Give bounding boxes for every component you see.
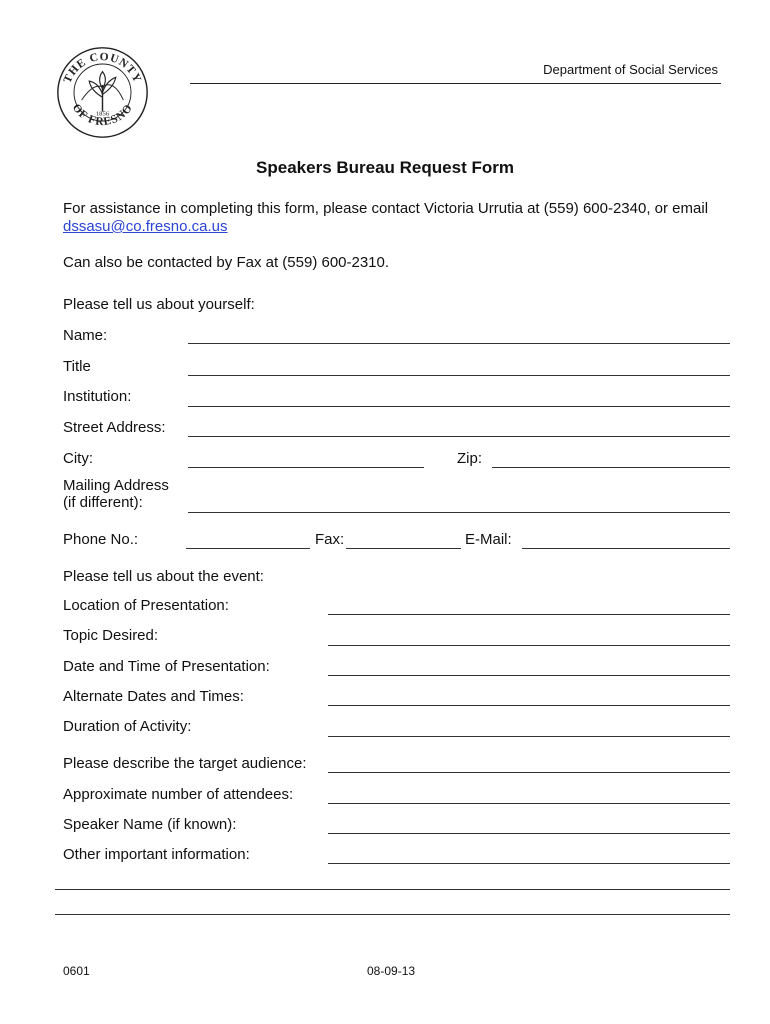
target-audience-field[interactable]: [328, 772, 730, 773]
name-field[interactable]: [188, 343, 730, 344]
date-time-label: Date and Time of Presentation:: [63, 658, 270, 675]
alternate-dates-field[interactable]: [328, 705, 730, 706]
fax-note: Can also be contacted by Fax at (559) 600-2310.: [63, 254, 390, 271]
city-field[interactable]: [188, 467, 424, 468]
email-label: E-Mail:: [465, 531, 512, 548]
seal-bottom-text: OF FRESNO: [69, 101, 136, 129]
other-info-field[interactable]: [328, 863, 730, 864]
event-heading: Please tell us about the event:: [63, 568, 264, 585]
form-title: Speakers Bureau Request Form: [256, 158, 514, 177]
zip-field[interactable]: [492, 467, 730, 468]
location-field[interactable]: [328, 614, 730, 615]
topic-field[interactable]: [328, 645, 730, 646]
city-label: City:: [63, 450, 93, 467]
date-time-field[interactable]: [328, 675, 730, 676]
mailing-address-label: Mailing Address: [63, 477, 169, 494]
mailing-address-field[interactable]: [188, 512, 730, 513]
zip-label: Zip:: [457, 450, 483, 467]
email-field[interactable]: [522, 548, 730, 549]
title-label: Title: [63, 358, 91, 375]
other-info-line-3[interactable]: [55, 914, 730, 915]
header-rule: [190, 83, 721, 84]
attendees-label: Approximate number of attendees:: [63, 786, 294, 803]
institution-label: Institution:: [63, 388, 132, 405]
name-label: Name:: [63, 327, 108, 344]
title-field[interactable]: [188, 375, 730, 376]
duration-field[interactable]: [328, 736, 730, 737]
form-number: 0601: [63, 964, 90, 978]
phone-label: Phone No.:: [63, 531, 139, 548]
fax-field[interactable]: [346, 548, 461, 549]
attendees-field[interactable]: [328, 803, 730, 804]
phone-field[interactable]: [186, 548, 310, 549]
duration-label: Duration of Activity:: [63, 718, 192, 735]
target-audience-label: Please describe the target audience:: [63, 755, 307, 772]
fax-label: Fax:: [315, 531, 345, 548]
svg-text:THE COUNTY: [62, 51, 144, 85]
street-address-label: Street Address:: [63, 419, 166, 436]
about-yourself-heading: Please tell us about yourself:: [63, 296, 255, 313]
other-info-label: Other important information:: [63, 846, 250, 863]
speaker-name-label: Speaker Name (if known):: [63, 816, 237, 833]
seal-year: 1856: [95, 110, 110, 118]
alternate-dates-label: Alternate Dates and Times:: [63, 688, 244, 705]
seal-top-text: THE COUNTY: [61, 50, 144, 86]
other-info-line-2[interactable]: [55, 889, 730, 890]
location-label: Location of Presentation:: [63, 597, 229, 614]
department-name: Department of Social Services: [543, 62, 718, 77]
topic-label: Topic Desired:: [63, 627, 159, 644]
street-address-field[interactable]: [188, 436, 730, 437]
speaker-name-field[interactable]: [328, 833, 730, 834]
county-seal-logo: [55, 45, 150, 140]
email-link[interactable]: dssasu@co.fresno.ca.us: [63, 218, 228, 235]
contact-instructions: For assistance in completing this form, please contact Victoria Urrutia at (559) 600-2340, or email: [63, 200, 709, 217]
institution-field[interactable]: [188, 406, 730, 407]
revision-date: 08-09-13: [367, 964, 416, 978]
mailing-address-sublabel: (if different):: [63, 494, 143, 511]
